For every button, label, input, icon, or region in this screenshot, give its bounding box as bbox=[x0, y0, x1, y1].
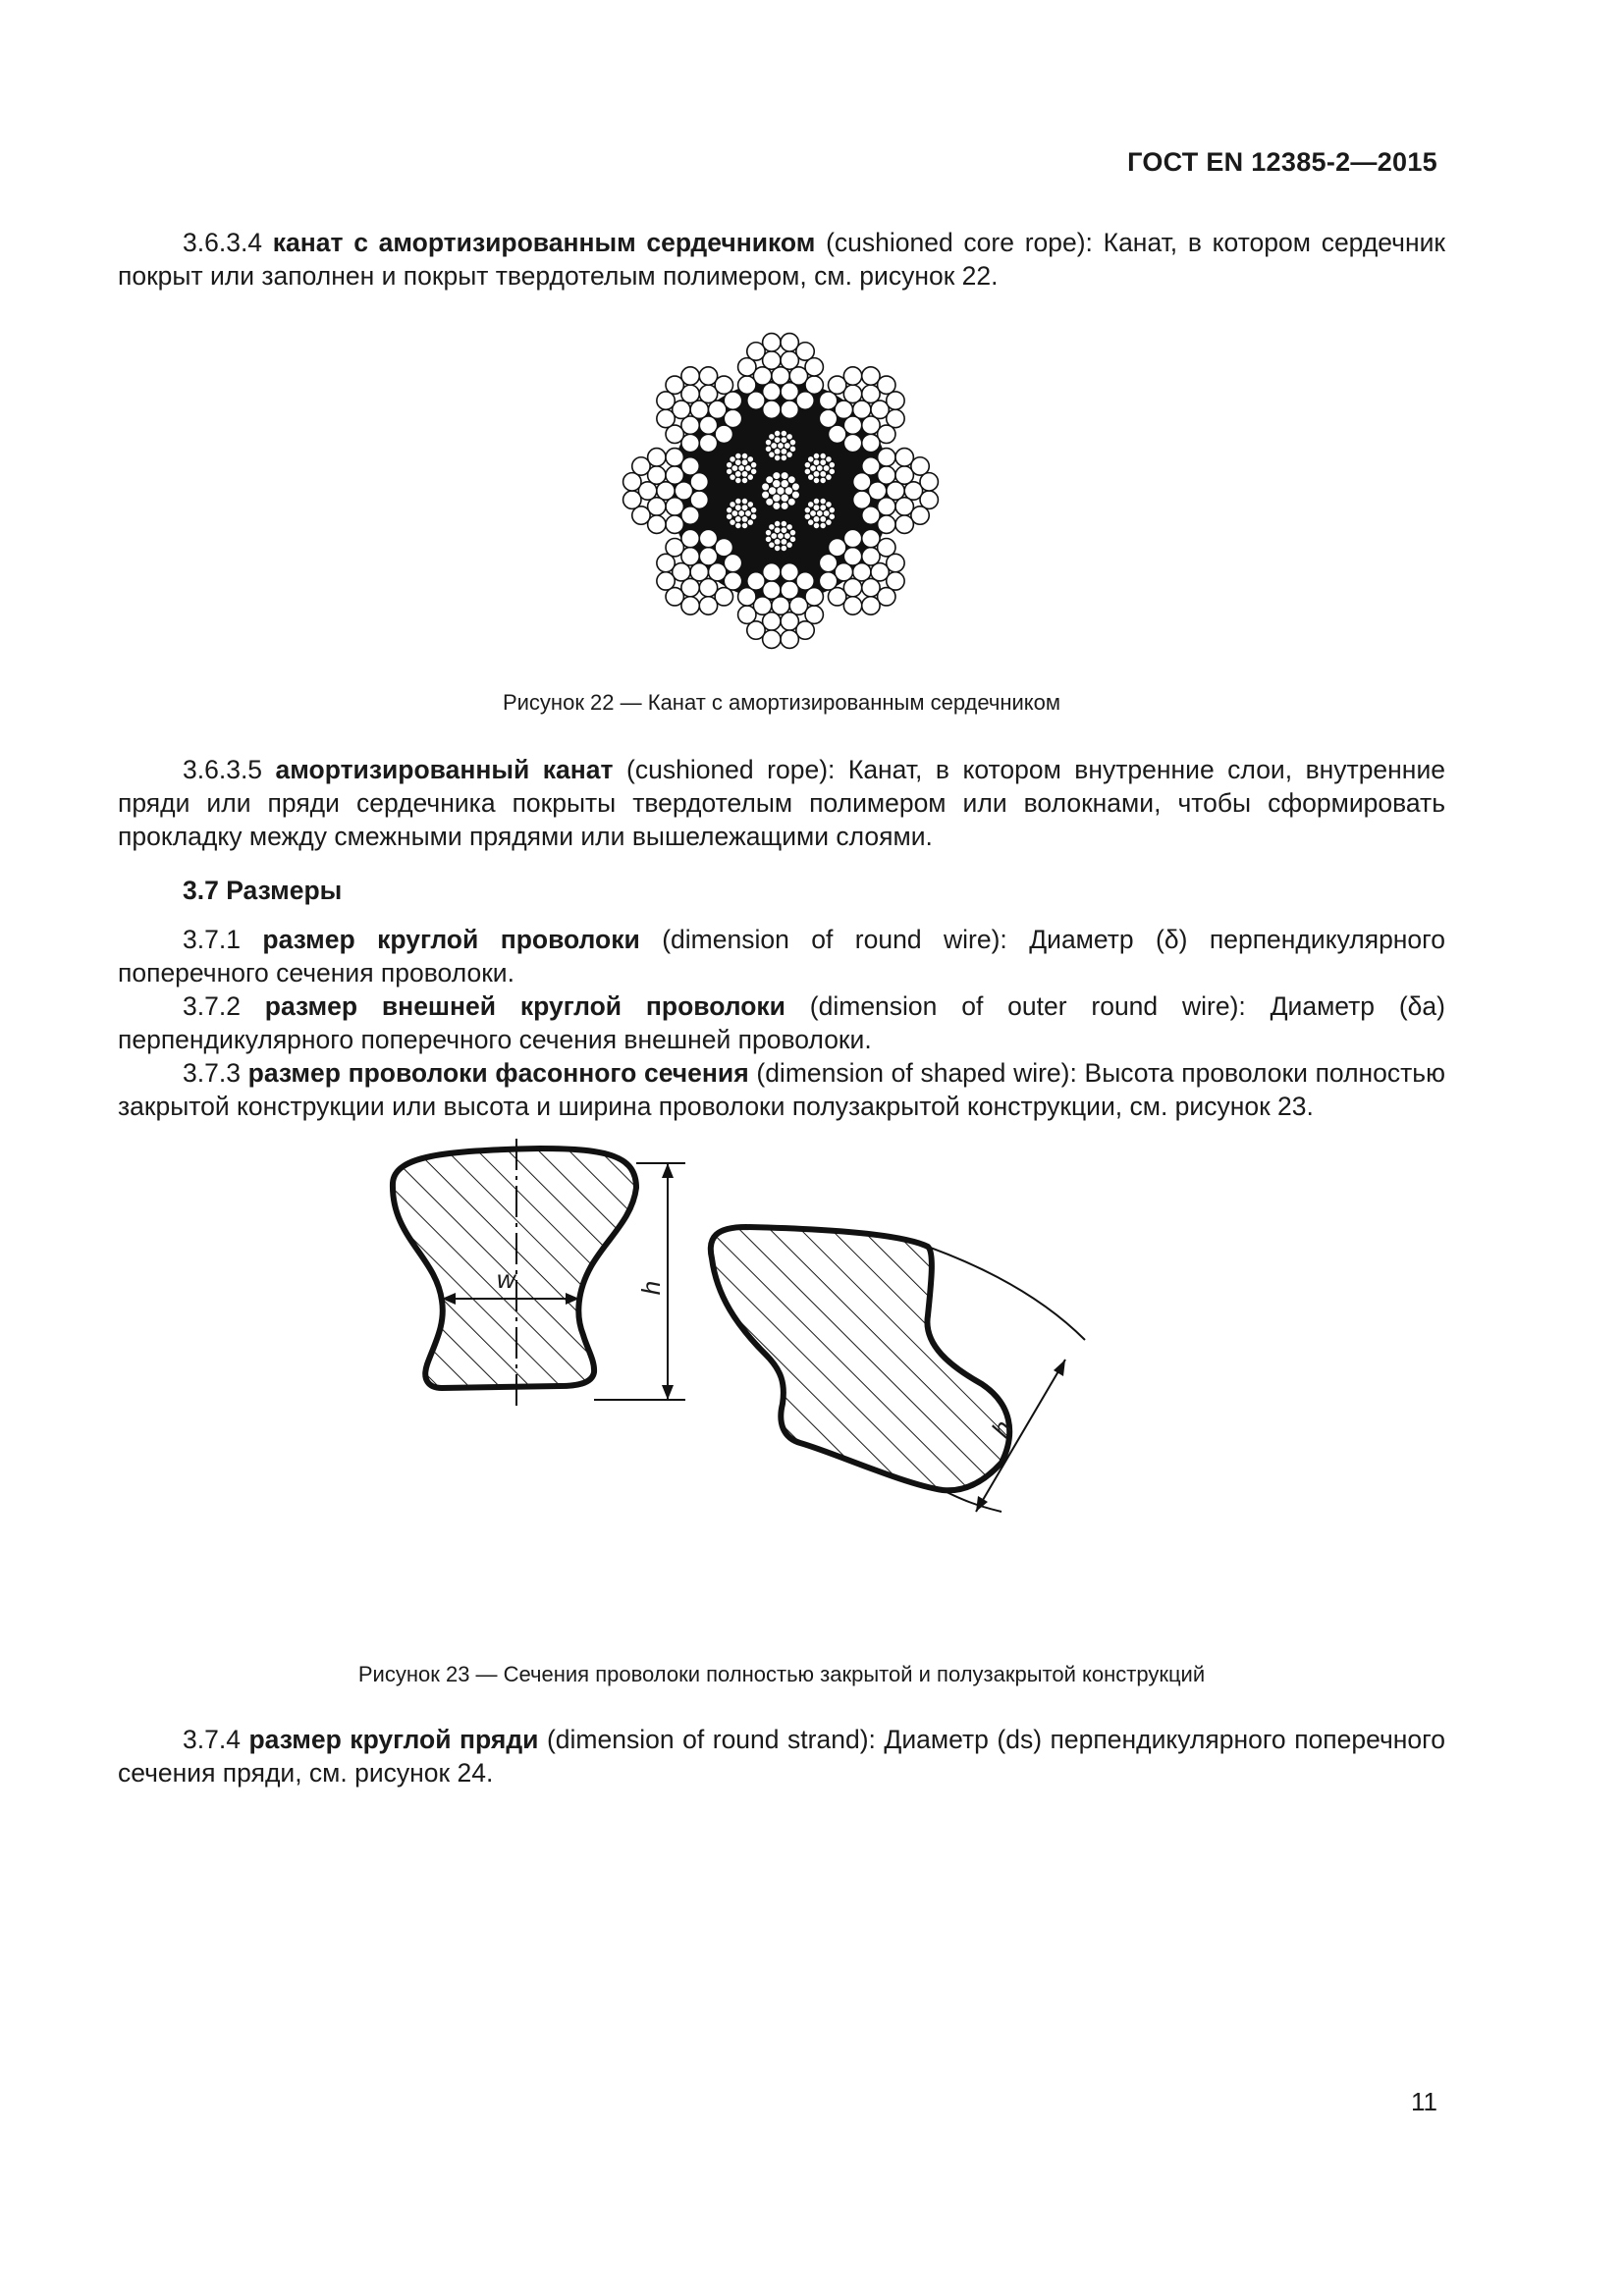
figure-23-shaped-wire-sections bbox=[373, 1139, 1208, 1629]
core-wire bbox=[813, 498, 819, 504]
strand-wire bbox=[657, 572, 675, 590]
strand-wire bbox=[862, 434, 880, 452]
core-wire bbox=[787, 498, 795, 506]
paragraph-3-6-3-5 bbox=[118, 753, 1445, 853]
strand-wire bbox=[699, 434, 717, 452]
definition: (dimension of shaped wire): Высота проволоки полностью закрытой конструкции или высота и ширина проволоки полузакрытой конструкции, см. рисунок 23. bbox=[118, 1058, 1445, 1121]
strand-wire bbox=[853, 491, 871, 508]
core-wire bbox=[741, 522, 747, 528]
paragraph-3-7-4 bbox=[118, 1723, 1445, 1789]
clause-number: 3.7.3 bbox=[183, 1058, 241, 1088]
strand-wire bbox=[738, 606, 756, 623]
clause-number: 3.7.2 bbox=[183, 991, 241, 1021]
term: размер проволоки фасонного сечения bbox=[247, 1058, 749, 1088]
strand-wire bbox=[763, 334, 781, 351]
core-wire bbox=[781, 472, 788, 480]
core-wire bbox=[791, 483, 799, 491]
core-wire bbox=[766, 498, 774, 506]
strand-wire bbox=[805, 588, 823, 606]
core-wire bbox=[774, 520, 780, 526]
core-wire bbox=[781, 454, 786, 460]
core-wire bbox=[781, 502, 788, 509]
strand-wire bbox=[724, 392, 741, 409]
term: размер внешней круглой проволоки bbox=[264, 991, 785, 1021]
page-number: 11 bbox=[1411, 2087, 1437, 2116]
term: амортизированный канат bbox=[275, 755, 614, 784]
strand-wire bbox=[895, 515, 913, 533]
label-h-right: h bbox=[985, 1415, 1018, 1443]
strand-wire bbox=[887, 392, 904, 409]
core-wire bbox=[726, 468, 731, 474]
core-wire bbox=[787, 476, 795, 484]
definition: (dimension of round wire): Диаметр (δ) перпендикулярного поперечного сечения проволоки. bbox=[118, 925, 1445, 988]
core-wire bbox=[741, 477, 747, 483]
clause-number: 3.7.1 bbox=[183, 925, 241, 954]
core-wire bbox=[781, 545, 786, 551]
term: размер круглой пряди bbox=[248, 1725, 539, 1754]
figure-23-caption: Рисунок 23 — Сечения проволоки полностью закрытой и полузакрытой конструкций bbox=[357, 1662, 1206, 1686]
strand-wire bbox=[819, 409, 837, 427]
strand-wire bbox=[878, 449, 895, 466]
paragraph-3-6-3-4 bbox=[118, 226, 1445, 293]
strand-wire bbox=[862, 597, 880, 614]
strand-wire bbox=[681, 367, 699, 385]
paragraph-3-7-3 bbox=[118, 1056, 1445, 1123]
strand-wire bbox=[738, 376, 756, 394]
semi-closed-wire-section bbox=[711, 1227, 1009, 1490]
core-wire bbox=[791, 491, 799, 499]
strand-wire bbox=[843, 367, 861, 385]
strand-wire bbox=[657, 409, 675, 427]
core-wire bbox=[773, 502, 781, 509]
core-wire bbox=[829, 507, 835, 512]
section-title-3-7: 3.7 Размеры bbox=[183, 876, 343, 905]
strand-wire bbox=[781, 630, 798, 648]
strand-wire bbox=[819, 572, 837, 590]
definition: (cushioned rope): Канат, в котором внутренние слои, внутренние пряди или пряди сердечника покрыты твердотелым полимером или волокнами, чтобы сформировать прокладку между смежными прядями или вышележащими слоями. bbox=[118, 755, 1445, 851]
strand-wire bbox=[648, 449, 666, 466]
core-wire bbox=[820, 477, 826, 483]
core-wire bbox=[750, 507, 756, 512]
core-wire bbox=[829, 461, 835, 467]
document-header: ГОСТ EN 12385-2—2015 bbox=[1127, 147, 1437, 177]
term: канат с амортизированным сердечником bbox=[272, 228, 816, 257]
strand-wire bbox=[843, 529, 861, 547]
core-wire bbox=[735, 498, 741, 504]
definition: (dimension of outer round wire): Диаметр (δа) перпендикулярного поперечного сечения внешней проволоки. bbox=[118, 991, 1445, 1054]
core-wire bbox=[750, 461, 756, 467]
definition: (cushioned core rope): Канат, в котором сердечник покрыт или заполнен и покрыт твердотелым полимером, см. рисунок 22. bbox=[118, 228, 1445, 291]
strand-wire bbox=[681, 529, 699, 547]
paragraph-3-7-2 bbox=[118, 989, 1445, 1056]
strand-wire bbox=[805, 358, 823, 376]
core-wire bbox=[726, 513, 731, 519]
strand-wire bbox=[920, 473, 938, 491]
label-h-left: h bbox=[636, 1280, 666, 1296]
strand-wire bbox=[666, 515, 683, 533]
clause-number: 3.6.3.5 bbox=[183, 755, 263, 784]
core-wire bbox=[765, 536, 771, 542]
core-wire bbox=[820, 522, 826, 528]
term: размер круглой проволоки bbox=[262, 925, 640, 954]
figure-22-rope-cross-section bbox=[609, 319, 952, 663]
core-wire bbox=[762, 483, 770, 491]
strand-wire bbox=[763, 563, 781, 581]
core-wire bbox=[804, 468, 810, 474]
core-wire bbox=[789, 439, 795, 445]
label-w: w bbox=[497, 1264, 515, 1294]
core-wire bbox=[789, 529, 795, 535]
core-wire bbox=[762, 491, 770, 499]
core-wire bbox=[804, 513, 810, 519]
core-wire bbox=[813, 453, 819, 458]
clause-number: 3.6.3.4 bbox=[183, 228, 263, 257]
core-wire bbox=[735, 453, 741, 458]
strand-wire bbox=[690, 473, 708, 491]
strand-wire bbox=[887, 554, 904, 571]
core-wire bbox=[765, 446, 771, 452]
figure-22-caption: Рисунок 22 — Канат с амортизированным сердечником bbox=[502, 690, 1061, 715]
core-wire bbox=[773, 472, 781, 480]
core-wire bbox=[774, 430, 780, 436]
strand-wire bbox=[724, 554, 741, 571]
strand-wire bbox=[623, 491, 641, 508]
strand-wire bbox=[781, 400, 798, 418]
clause-number: 3.7.4 bbox=[183, 1725, 241, 1754]
paragraph-3-7-1 bbox=[118, 923, 1445, 989]
definition: (dimension of round strand): Диаметр (ds) перпендикулярного поперечного сечения пряди, см. рисунок 24. bbox=[118, 1725, 1445, 1788]
core-wire bbox=[766, 476, 774, 484]
strand-wire bbox=[699, 597, 717, 614]
